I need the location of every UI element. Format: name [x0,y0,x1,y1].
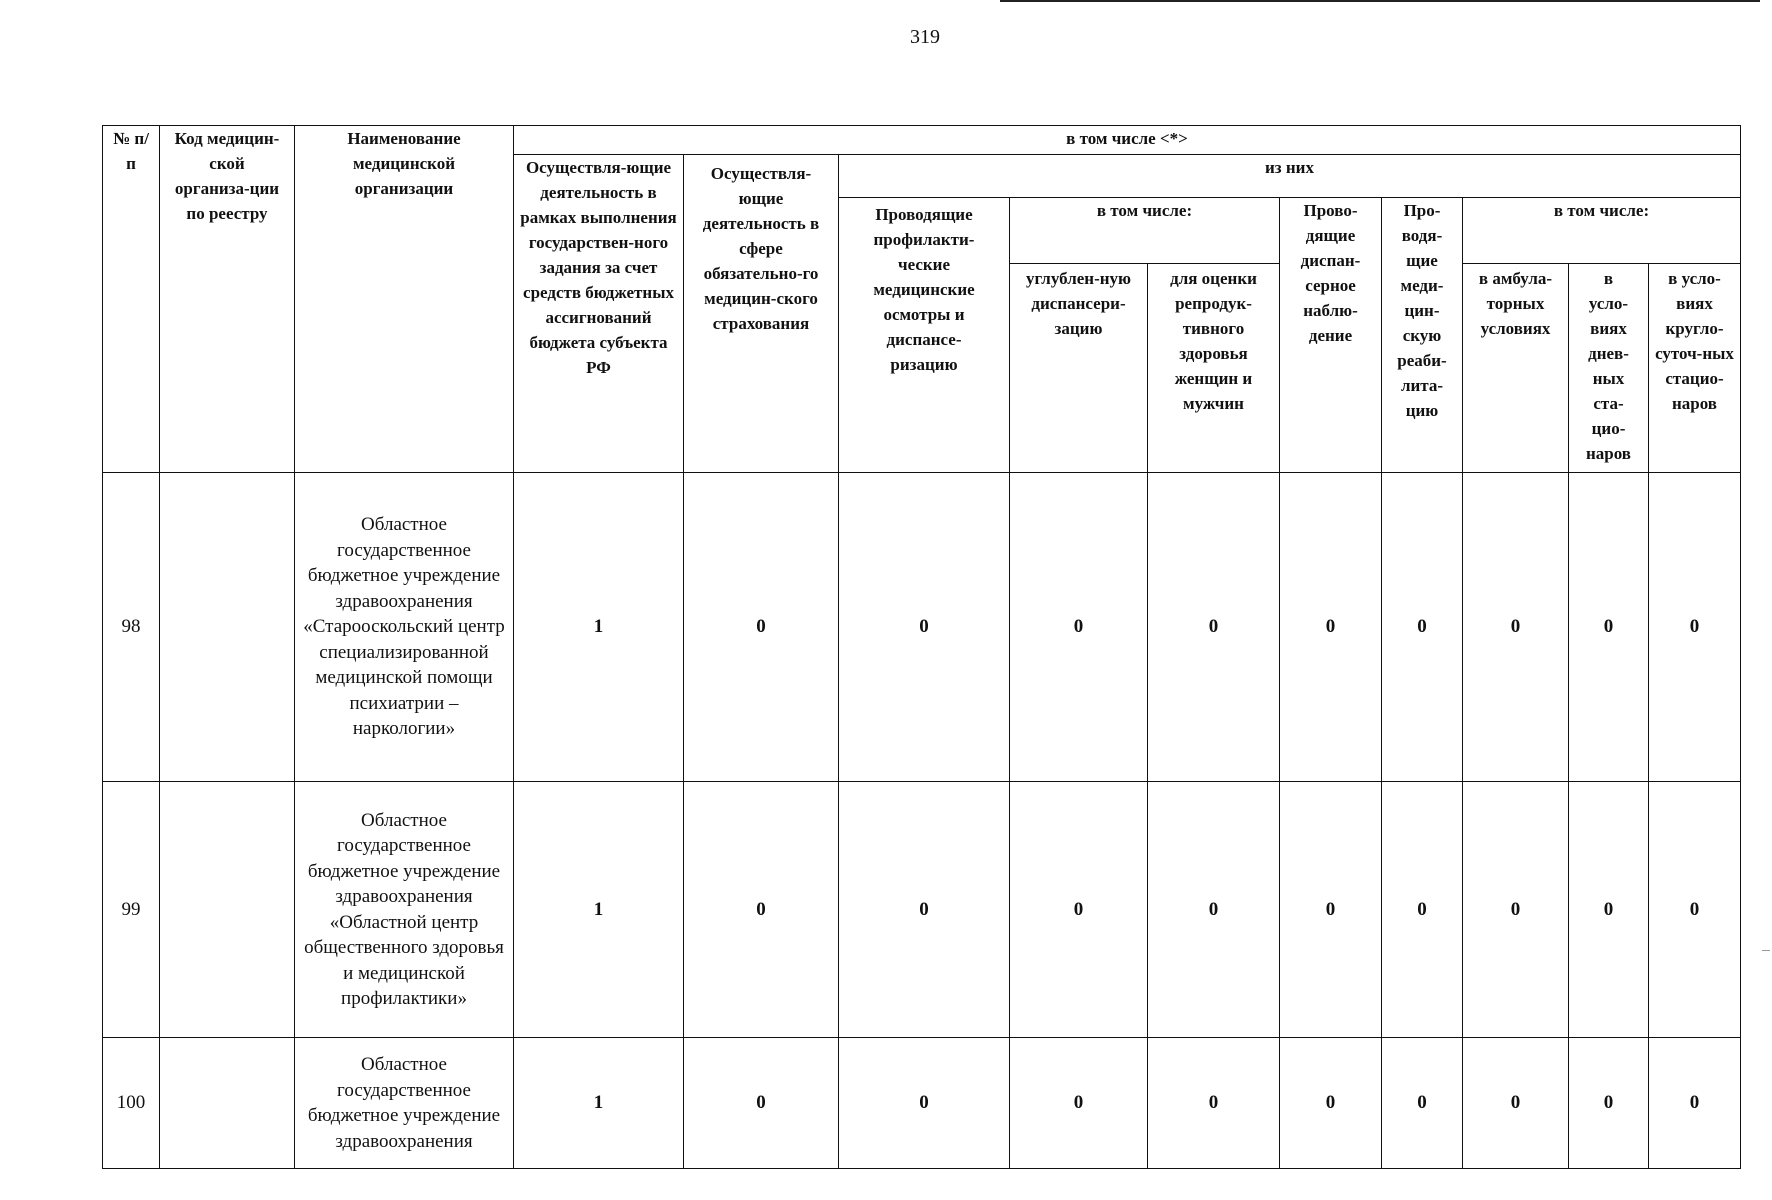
header-index: № п/п [103,126,160,473]
header-row-1 [103,126,1741,155]
row-code [160,782,295,1038]
row-value-state-task: 1 [514,782,684,1038]
row-value-deep: 0 [1010,473,1148,782]
row-index: 100 [103,1038,160,1169]
row-value-state-task: 1 [514,1038,684,1169]
header-group-incl-2: в том числе: [1463,198,1741,264]
header-disp: Прово-дящие диспан-серное наблю-дение [1280,198,1382,473]
header-repro: для оценки репродук-тивного здоровья женщин и мужчин [1148,264,1280,473]
row-value-oms: 0 [684,782,839,1038]
row-value-rehab: 0 [1382,1038,1463,1169]
header-group-of-them: из них [839,155,1741,198]
row-value-repro: 0 [1148,782,1280,1038]
row-value-round: 0 [1649,782,1741,1038]
header-deep: углублен-ную диспансери-зацию [1010,264,1148,473]
row-value-amb: 0 [1463,1038,1569,1169]
header-oms: Осуществля-ющие деятельность в сфере обязательно-го медицин-ского страхования [684,155,839,473]
row-name: Областное государственное бюджетное учреждение здравоохранения «Старооскольский центр специализированной медицинской помощи психиатрии – наркологии» [295,473,514,782]
row-value-oms: 0 [684,1038,839,1169]
header-day: в усло-виях днев-ных ста-цио-наров [1569,264,1649,473]
row-value-oms: 0 [684,473,839,782]
margin-mark [1762,950,1770,951]
row-value-rehab: 0 [1382,473,1463,782]
header-amb: в амбула-торных условиях [1463,264,1569,473]
row-value-day: 0 [1569,1038,1649,1169]
row-value-disp: 0 [1280,473,1382,782]
header-prof: Проводящие профилакти-ческие медицинские осмотры и диспансе-ризацию [839,198,1010,473]
row-code [160,473,295,782]
row-value-rehab: 0 [1382,782,1463,1038]
row-value-repro: 0 [1148,1038,1280,1169]
header-group-incl: в том числе <*> [514,126,1741,155]
medical-organizations-table [102,125,1741,1169]
row-code [160,1038,295,1169]
row-value-amb: 0 [1463,782,1569,1038]
page-number: 319 [910,26,940,48]
row-name: Областное государственное бюджетное учреждение здравоохранения [295,1038,514,1169]
row-value-day: 0 [1569,473,1649,782]
row-value-prof: 0 [839,473,1010,782]
header-round: в усло-виях кругло-суточ-ных стацио-наров [1649,264,1741,473]
row-value-prof: 0 [839,782,1010,1038]
row-value-prof: 0 [839,1038,1010,1169]
row-value-round: 0 [1649,473,1741,782]
header-code: Код медицин-ской организа-ции по реестру [160,126,295,473]
header-name: Наименование медицинской организации [295,126,514,473]
row-name: Областное государственное бюджетное учреждение здравоохранения «Областной центр общественного здоровья и медицинской профилактики» [295,782,514,1038]
row-value-state-task: 1 [514,473,684,782]
table-row [103,473,1741,782]
row-value-amb: 0 [1463,473,1569,782]
header-state-task: Осуществля-ющие деятельность в рамках выполнения государствен-ного задания за счет средств бюджетных ассигнований бюджета субъекта РФ [514,155,684,473]
row-value-repro: 0 [1148,473,1280,782]
table-row [103,782,1741,1038]
row-value-deep: 0 [1010,1038,1148,1169]
top-rule [1000,0,1760,2]
row-index: 98 [103,473,160,782]
header-group-incl-1: в том числе: [1010,198,1280,264]
header-rehab: Про-водя-щие меди-цин-скую реаби-лита-цию [1382,198,1463,473]
table-row [103,1038,1741,1169]
row-value-deep: 0 [1010,782,1148,1038]
row-value-round: 0 [1649,1038,1741,1169]
row-index: 99 [103,782,160,1038]
row-value-disp: 0 [1280,1038,1382,1169]
row-value-day: 0 [1569,782,1649,1038]
row-value-disp: 0 [1280,782,1382,1038]
